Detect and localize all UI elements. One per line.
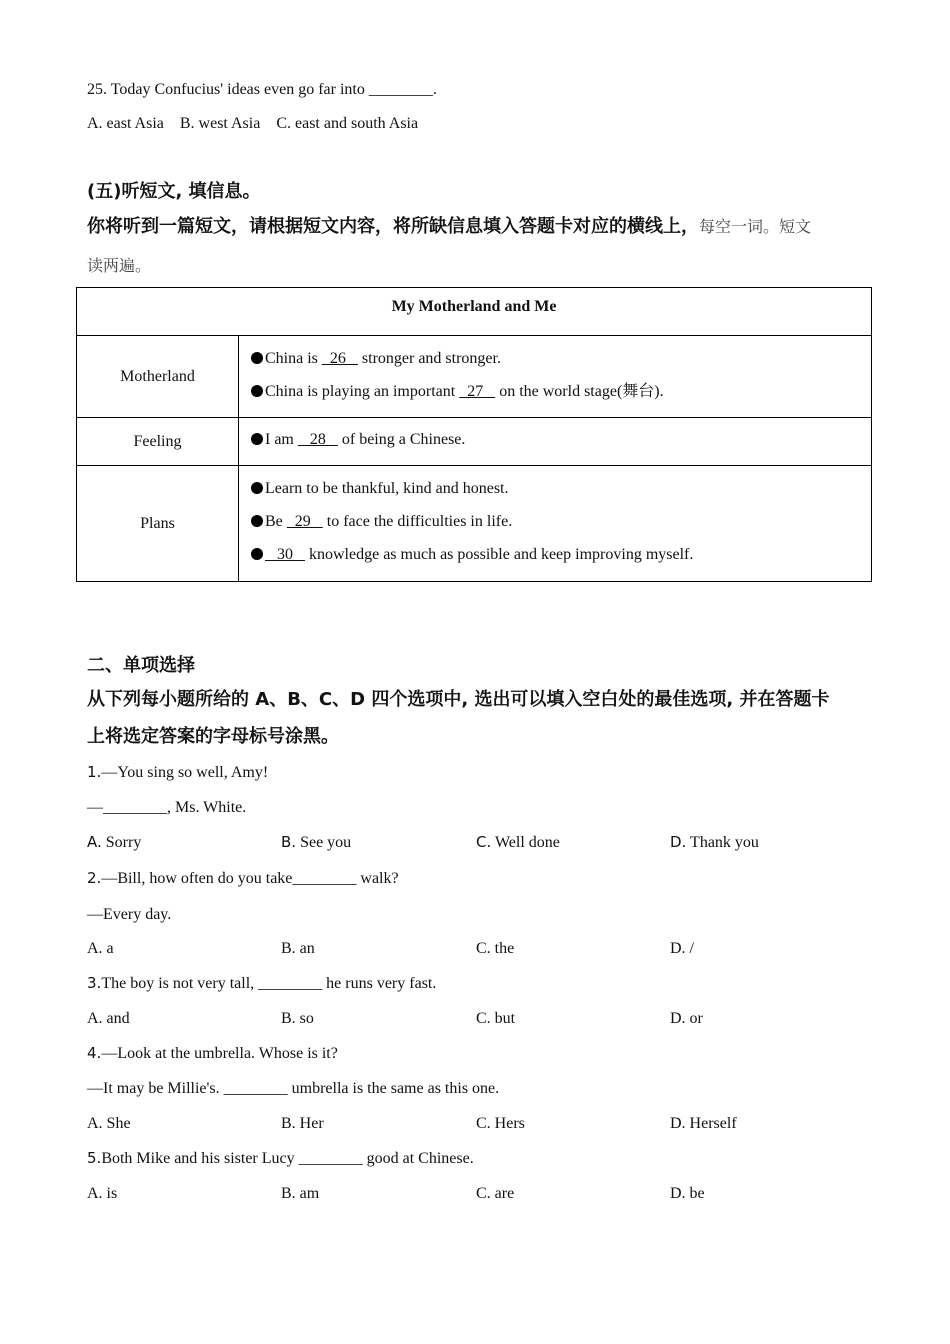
bullet-icon: [251, 548, 263, 560]
item-text: China is playing an important: [265, 382, 460, 400]
bullet-icon: [251, 515, 263, 527]
bullet-icon: [251, 352, 263, 364]
option-d: [670, 1009, 703, 1029]
item-text: knowledge as much as possible and keep improving myself.: [305, 546, 694, 563]
answer-blank: 26: [321, 349, 358, 367]
question-number: 4.: [87, 1044, 102, 1062]
item-text: of being a Chinese.: [337, 431, 466, 448]
option-letter: A. is: [87, 1185, 118, 1202]
answer-blank: 30: [265, 546, 305, 563]
option-letter: C. the: [476, 940, 515, 957]
question-25-options: A. east Asia B. west Asia C. east and south Asia: [87, 115, 419, 132]
answer-blank: 28: [297, 431, 338, 448]
row-label: Plans: [77, 466, 239, 582]
option-d: [670, 1114, 737, 1134]
option-text: Well done: [494, 834, 560, 851]
question-2-line: [87, 868, 399, 889]
bullet-item: [251, 430, 861, 450]
item-text: to face the difficulties in life.: [322, 513, 513, 530]
question-4-line: [87, 1043, 338, 1064]
option-a: [87, 939, 114, 959]
question-text: The boy is not very tall, ________ he runs very fast.: [101, 975, 437, 992]
answer-blank: 29: [286, 513, 323, 530]
option-letter: B. an: [281, 940, 315, 957]
row-label: Motherland: [77, 336, 239, 418]
question-25-stem: 25. Today Confucius' ideas even go far into ________.: [87, 81, 437, 98]
option-b: [281, 1009, 314, 1029]
item-text: China is: [265, 349, 322, 367]
option-letter: B.: [281, 833, 297, 851]
question-text: —Every day.: [87, 906, 172, 923]
option-b: [281, 1184, 319, 1204]
bullet-icon: [251, 482, 263, 494]
question-2-line: [87, 905, 171, 925]
info-table: [76, 287, 872, 582]
row-content: [239, 466, 872, 582]
section-2-instruction-end: 上将选定答案的字母标号涂黑。: [87, 726, 339, 747]
option-text: Thank you: [690, 834, 759, 851]
bullet-icon: [251, 385, 263, 397]
question-number: 1.: [87, 763, 102, 781]
option-a: [87, 1184, 117, 1204]
item-text: on the world stage(舞台).: [495, 382, 664, 400]
item-text: Learn to be thankful, kind and honest.: [265, 480, 509, 497]
option-letter: C.: [476, 833, 492, 851]
question-text: —It may be Millie's. ________ umbrella is the same as this one.: [87, 1080, 500, 1097]
question-4-line: [87, 1079, 499, 1099]
option-c: [476, 832, 560, 853]
option-letter: A.: [87, 833, 102, 851]
question-number: 3.: [87, 974, 102, 992]
option-letter: D. be: [670, 1185, 705, 1202]
question-text: —You sing so well, Amy!: [101, 764, 269, 781]
option-letter: A. a: [87, 940, 114, 957]
bullet-item: [251, 512, 861, 532]
answer-blank: 27: [459, 382, 496, 400]
option-letter: B. so: [281, 1010, 314, 1027]
question-text: —Look at the umbrella. Whose is it?: [101, 1045, 338, 1062]
option-d: [670, 832, 759, 853]
table-row: [77, 336, 872, 418]
section-5-instruction: 你将听到一篇短文，请根据短文内容，将所缺信息填入答题卡对应的横线上，: [87, 216, 699, 237]
question-text: Both Mike and his sister Lucy ________ good at Chinese.: [101, 1150, 474, 1167]
option-c: [476, 1184, 514, 1204]
bullet-item: [251, 479, 861, 499]
option-letter: D. or: [670, 1010, 703, 1027]
option-letter: B. am: [281, 1185, 320, 1202]
option-c: [476, 939, 514, 959]
option-letter: D.: [670, 833, 687, 851]
question-text: —Bill, how often do you take________ walk?: [101, 870, 399, 887]
option-letter: A. She: [87, 1115, 131, 1132]
item-text: stronger and stronger.: [357, 349, 501, 367]
option-d: [670, 1184, 705, 1204]
option-letter: B. Her: [281, 1115, 324, 1132]
item-text: I am: [265, 431, 298, 448]
section-5-instruction-end: 读两遍。: [87, 256, 152, 275]
question-number: 2.: [87, 869, 102, 887]
question-text: —________, Ms. White.: [87, 799, 247, 816]
option-letter: D. Herself: [670, 1115, 737, 1132]
option-letter: A. and: [87, 1010, 130, 1027]
option-b: [281, 832, 351, 853]
question-1-line: [87, 798, 246, 818]
section-5-instruction-tail: 每空一词。短文: [699, 217, 812, 236]
option-letter: C. Hers: [476, 1115, 525, 1132]
item-text: Be: [265, 513, 287, 530]
option-b: [281, 1114, 324, 1134]
row-content: [239, 336, 872, 418]
option-letter: D. /: [670, 940, 694, 957]
option-c: [476, 1009, 515, 1029]
option-c: [476, 1114, 525, 1134]
question-number: 5.: [87, 1149, 102, 1167]
option-letter: C. are: [476, 1185, 515, 1202]
section-5-heading: (五)听短文, 填信息。: [87, 181, 261, 202]
section-2-instruction: 从下列每小题所给的 A、B、C、D 四个选项中, 选出可以填入空白处的最佳选项, 并在答题卡: [87, 689, 830, 710]
option-letter: C. but: [476, 1010, 516, 1027]
question-1-line: [87, 762, 268, 783]
question-3-line: [87, 973, 436, 994]
option-a: [87, 1009, 130, 1029]
table-row: [77, 466, 872, 582]
bullet-icon: [251, 433, 263, 445]
bullet-item: [251, 349, 861, 369]
question-5-line: [87, 1148, 474, 1169]
option-d: [670, 939, 694, 959]
option-b: [281, 939, 315, 959]
table-row: [77, 418, 872, 466]
option-a: [87, 832, 141, 853]
section-2-heading: 二、单项选择: [87, 655, 195, 676]
bullet-item: [251, 545, 861, 565]
option-a: [87, 1114, 131, 1134]
row-label: Feeling: [77, 418, 239, 466]
option-text: Sorry: [105, 834, 142, 851]
option-text: See you: [300, 834, 352, 851]
row-content: [239, 418, 872, 466]
bullet-item: [251, 382, 861, 402]
table-title: My Motherland and Me: [77, 288, 872, 336]
